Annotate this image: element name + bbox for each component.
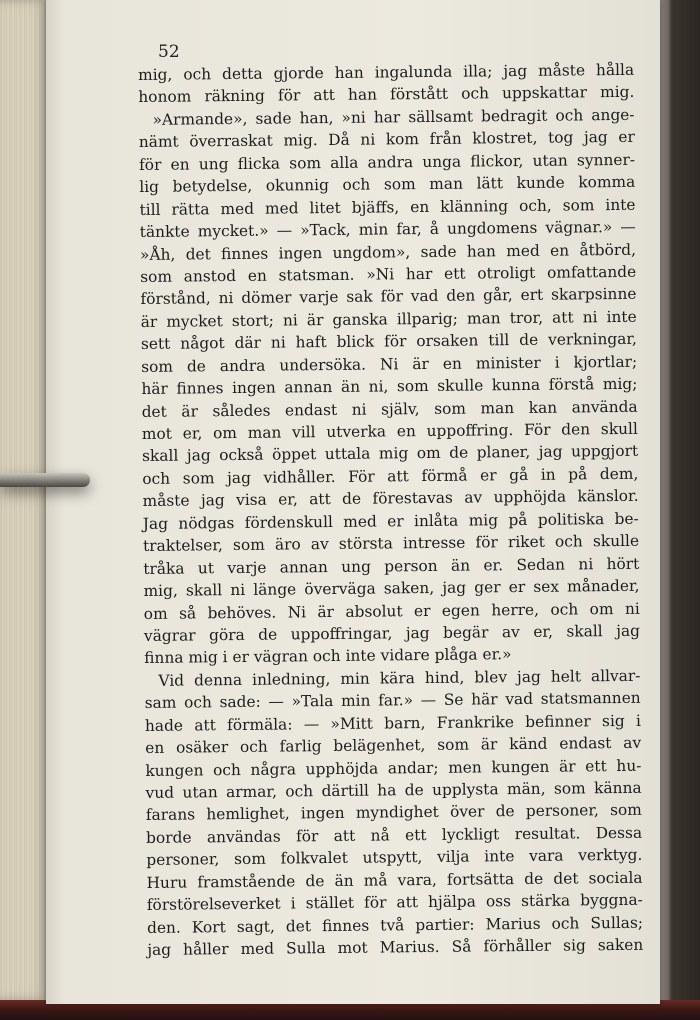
text-line: måste jag visa er, att de förestavas av upphöjda känslor. <box>142 487 639 511</box>
text-line: den. Kort sagt, det finnes två partier: Marius och Sullas; <box>146 913 644 937</box>
text-line: här finnes ingen annan än ni, som skulle kunna förstå mig; <box>141 374 638 399</box>
text-line: sett något där ni haft blick för orsaken till de verkningar, <box>140 330 638 354</box>
text-line: lig betydelse, okunnig och som man lätt kunde komma <box>139 172 636 197</box>
text-line: är mycket stort; ni är ganska illparig; man tror, att ni inte <box>140 307 637 331</box>
text-line: förstörelseverket i stället för att hjälpa oss stärka byggna- <box>146 890 643 915</box>
text-line: för en ung flicka som alla andra unga flickor, utan synner- <box>138 150 636 174</box>
text-line: om så behöves. Ni är absolut er egen herre, och om ni <box>143 599 640 623</box>
text-line: nämt överraskat mig. Då ni kom från klostret, tog jag er <box>138 128 635 152</box>
text-line: förstånd, ni dömer varje sak för vad den går, ert skarpsinne <box>140 285 637 309</box>
text-line: skall jag också öppet uttala mig om de planer, jag uppgjort <box>142 442 639 466</box>
text-line: borde användas för att nå ett lyckligt resultat. Dessa <box>146 823 643 847</box>
text-line: tänkte mycket.» — »Tack, min far, å ungdomens vägnar.» — <box>139 217 636 242</box>
text-line: vud utan armar, och därtill ha de upplysta män, som känna <box>145 778 642 802</box>
left-page-edges <box>0 0 48 1000</box>
text-line: och som jag vidhåller. För att förmå er gå in på dem, <box>142 464 639 488</box>
text-line: vägrar göra de uppoffringar, jag begär av er, skall jag <box>143 621 641 645</box>
text-line: traktelser, som äro av största intresse för riket och skulle <box>142 531 640 556</box>
text-line: som anstod en statsman. »Ni har ett otroligt omfattande <box>140 262 637 286</box>
text-line: det är således endast ni själv, som man kan använda <box>141 397 638 421</box>
text-line: Vid denna inledning, min kära hind, blev jag helt allvar- <box>158 666 641 690</box>
text-line: personer, som folkvalet utspytt, vilja inte vara verktyg. <box>146 846 643 870</box>
page-marker <box>0 473 90 487</box>
text-line: jag håller med Sulla mot Marius. Så förhåller sig saken <box>147 935 644 960</box>
text-line: hade att förmäla: — »Mitt barn, Frankrike befinner sig i <box>144 711 641 735</box>
text-line: mig, och detta gjorde han ingalunda illa; jag måste hålla <box>138 60 635 84</box>
text-line: tråka ut varje annan ung person än er. Sedan ni hört <box>143 554 640 578</box>
text-line: Jag nödgas fördenskull med er inlåta mig på politiska be- <box>142 509 639 533</box>
text-line: mig, skall ni länge överväga saken, jag ger er sex månader, <box>143 576 640 601</box>
book-cover-edge <box>658 0 700 1020</box>
text-line: sam och sade: — »Tala min far.» — Se här vad statsmannen <box>144 689 641 713</box>
text-line: »Åh, det finnes ingen ungdom», sade han med en åtbörd, <box>139 240 637 264</box>
text-line: farans hemlighet, ingen myndighet över de personer, som <box>145 801 642 825</box>
text-line: som de andra undersöka. Ni är en minister i kjortlar; <box>141 352 638 376</box>
text-line: till rätta med med litet bjäffs, en klänning och, som inte <box>139 195 636 219</box>
text-line: finna mig i er vägran och inte vidare plåga er.» <box>144 645 512 668</box>
text-line: Huru framstående de än må vara, fortsätta de det sociala <box>146 868 643 892</box>
text-line: kungen och några upphöjda andar; men kungen är ett hu- <box>145 756 642 780</box>
text-line: honom räkning för att han förstått och uppskattar mig. <box>138 83 635 107</box>
page-number: 52 <box>158 42 180 62</box>
text-line: mot er, om man vill utverka en uppoffring. För den skull <box>141 419 638 443</box>
text-line: en osäker och farlig belägenhet, som är känd endast av <box>145 733 642 758</box>
body-text <box>138 59 643 962</box>
text-line: »Armande», sade han, »ni har sällsamt bedragit och ange- <box>152 105 635 129</box>
